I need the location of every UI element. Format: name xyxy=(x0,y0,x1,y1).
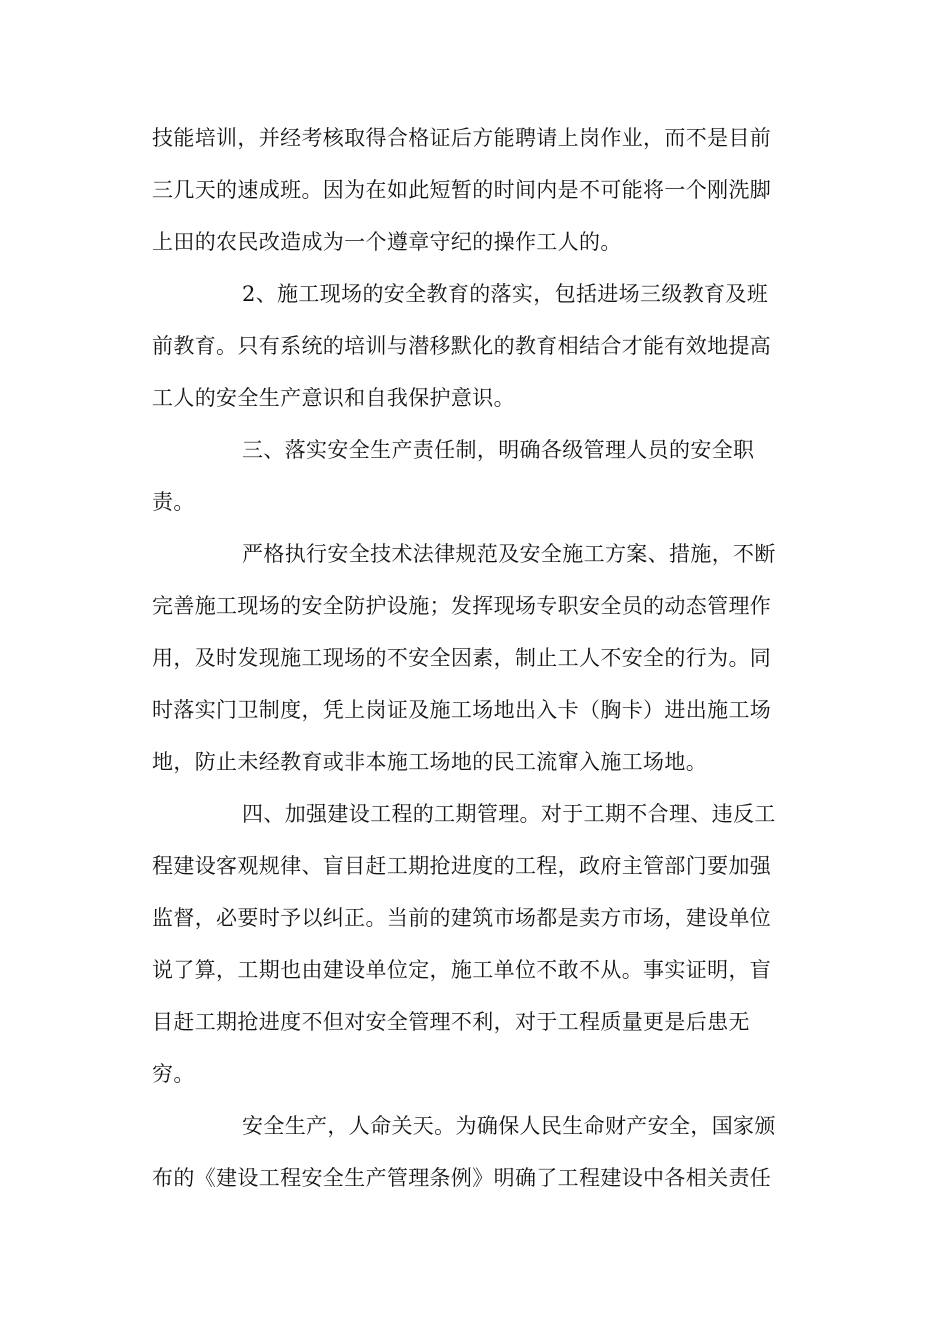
text-line: 地，防止未经教育或非本施工场地的民工流窜入施工场地。 xyxy=(152,750,708,774)
text-line: 工人的安全生产意识和自我保护意识。 xyxy=(152,386,515,410)
text-line: 前教育。只有系统的培训与潜移默化的教育相结合才能有效地提高 xyxy=(152,334,772,358)
text-line: 三几天的速成班。因为在如此短暂的时间内是不可能将一个刚洗脚 xyxy=(152,178,772,202)
text-line: 监督，必要时予以纠正。当前的建筑市场都是卖方市场，建设单位 xyxy=(152,906,772,930)
section-heading-line: 四、加强建设工程的工期管理。对于工期不合理、违反工 xyxy=(242,802,776,826)
text-line: 目赶工期抢进度不但对安全管理不利，对于工程质量更是后患无 xyxy=(152,1010,750,1034)
text-line: 时落实门卫制度，凭上岗证及施工场地出入卡（胸卡）进出施工场 xyxy=(152,698,772,722)
text-line: 穷。 xyxy=(152,1062,195,1086)
text-line: 责。 xyxy=(152,490,195,514)
text-line: 布的《建设工程安全生产管理条例》明确了工程建设中各相关责任 xyxy=(152,1166,772,1190)
paragraph-start-line: 安全生产，人命关天。为确保人民生命财产安全，国家颁 xyxy=(242,1114,776,1138)
text-line: 技能培训，并经考核取得合格证后方能聘请上岗作业，而不是目前 xyxy=(152,126,772,150)
text-line: 上田的农民改造成为一个遵章守纪的操作工人的。 xyxy=(152,230,622,254)
text-line: 程建设客观规律、盲目赶工期抢进度的工程，政府主管部门要加强 xyxy=(152,854,772,878)
text-line: 完善施工现场的安全防护设施；发挥现场专职安全员的动态管理作 xyxy=(152,594,772,618)
paragraph-start-line: 严格执行安全技术法律规范及安全施工方案、措施，不断 xyxy=(242,542,776,566)
section-heading-line: 三、落实安全生产责任制，明确各级管理人员的安全职 xyxy=(242,438,755,462)
text-line: 说了算，工期也由建设单位定，施工单位不敢不从。事实证明，盲 xyxy=(152,958,772,982)
text-line: 用，及时发现施工现场的不安全因素，制止工人不安全的行为。同 xyxy=(152,646,772,670)
paragraph-start-line: 2、施工现场的安全教育的落实，包括进场三级教育及班 xyxy=(242,282,769,306)
